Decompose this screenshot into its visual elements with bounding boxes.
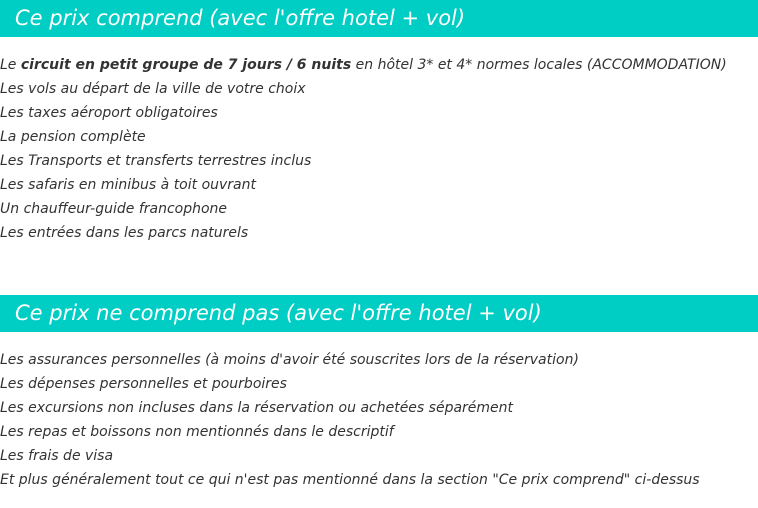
- list-item: [0, 53, 727, 77]
- list-item: Les dépenses personnelles et pourboires: [0, 376, 287, 392]
- list-item: La pension complète: [0, 129, 146, 145]
- list-item: Et plus généralement tout ce qui n'est pas mentionné dans la section "Ce prix comprend" ci-dessus: [0, 472, 700, 488]
- excluded-list: [0, 348, 700, 492]
- excluded-section-title: Ce prix ne comprend pas (avec l'offre hotel + vol): [0, 295, 758, 332]
- list-item: Les taxes aéroport obligatoires: [0, 105, 218, 121]
- list-item: Les entrées dans les parcs naturels: [0, 225, 249, 241]
- list-item-bold: circuit en petit groupe de 7 jours / 6 nuits: [20, 57, 352, 73]
- list-item: Les frais de visa: [0, 448, 114, 464]
- included-section-title: Ce prix comprend (avec l'offre hotel + vol): [0, 0, 758, 37]
- list-item: Les repas et boissons non mentionnés dans le descriptif: [0, 424, 394, 440]
- list-item-prefix: Le: [0, 57, 21, 73]
- list-item-suffix: en hôtel 3* et 4* normes locales (ACCOMMODATION): [351, 57, 727, 73]
- list-item: Les Transports et transferts terrestres inclus: [0, 153, 312, 169]
- list-item: Les safaris en minibus à toit ouvrant: [0, 177, 256, 193]
- included-list: [0, 53, 727, 245]
- list-item: Les excursions non incluses dans la réservation ou achetées séparément: [0, 400, 514, 416]
- list-item: Les vols au départ de la ville de votre choix: [0, 81, 306, 97]
- list-item: Les assurances personnelles (à moins d'avoir été souscrites lors de la réservation): [0, 352, 579, 368]
- list-item: Un chauffeur-guide francophone: [0, 201, 228, 217]
